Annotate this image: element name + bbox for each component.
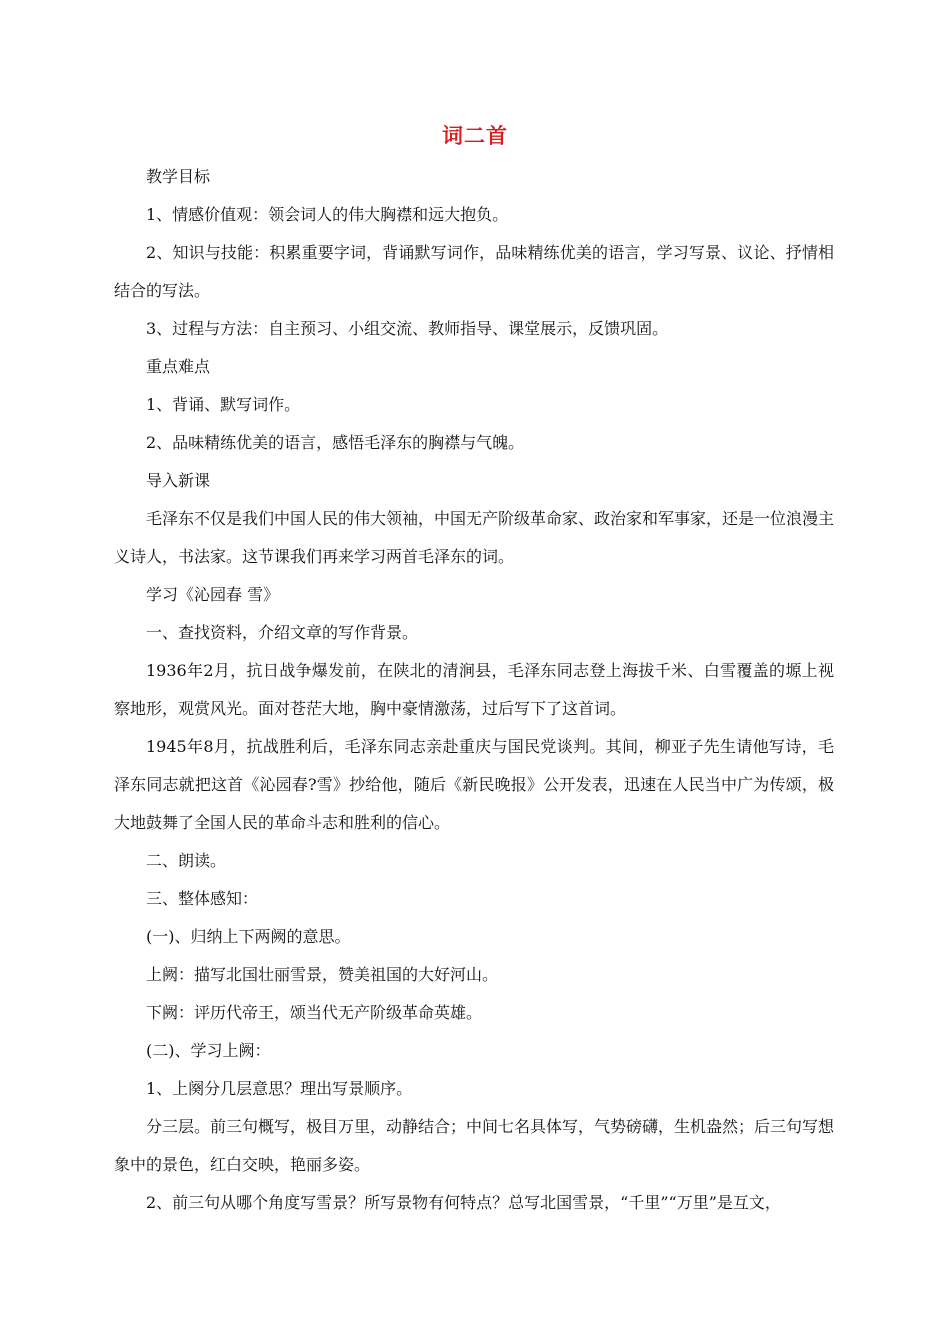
paragraph: 1、上阕分几层意思？理出写景顺序。	[146, 1079, 413, 1098]
section-heading-study: 学习《沁园春 雪》	[146, 585, 280, 604]
paragraph: (一)、归纳上下两阙的意思。	[146, 927, 351, 946]
paragraph: 1945年8月，抗战胜利后，毛泽东同志亲赴重庆与国民党谈判。其间，柳亚子先生请他写诗，毛泽东同志就把这首《沁园春?雪》抄给他，随后《新民晚报》公开发表，迅速在人民当中广为传颂，极大地鼓舞了全国人民的革命斗志和胜利的信心。	[114, 737, 834, 832]
section-heading-objectives: 教学目标	[146, 167, 211, 186]
section-heading-intro: 导入新课	[146, 471, 211, 490]
paragraph: 下阙：评历代帝王，颂当代无产阶级革命英雄。	[146, 1003, 483, 1022]
paragraph: (二)、学习上阙：	[146, 1041, 271, 1060]
paragraph: 上阙：描写北国壮丽雪景，赞美祖国的大好河山。	[146, 965, 499, 984]
paragraph: 2、知识与技能：积累重要字词，背诵默写词作，品味精练优美的语言，学习写景、议论、抒情相结合的写法。	[114, 243, 834, 300]
paragraph: 一、查找资料，介绍文章的写作背景。	[146, 623, 419, 642]
paragraph: 2、前三句从哪个角度写雪景？所写景物有何特点？总写北国雪景，“千里”“万里”是互文，	[146, 1193, 781, 1212]
paragraph: 1、情感价值观：领会词人的伟大胸襟和远大抱负。	[146, 205, 509, 224]
paragraph: 3、过程与方法：自主预习、小组交流、教师指导、课堂展示，反馈巩固。	[146, 319, 669, 338]
paragraph: 1、背诵、默写词作。	[146, 395, 301, 414]
document-body	[114, 158, 834, 1222]
paragraph: 毛泽东不仅是我们中国人民的伟大领袖，中国无产阶级革命家、政治家和军事家，还是一位浪漫主义诗人，书法家。这节课我们再来学习两首毛泽东的词。	[114, 509, 835, 566]
document-title: 词二首	[442, 124, 508, 148]
section-heading-key-points: 重点难点	[146, 357, 211, 376]
paragraph: 分三层。前三句概写，极目万里，动静结合；中间七名具体写，气势磅礴，生机盎然；后三句写想象中的景色，红白交映，艳丽多姿。	[114, 1117, 835, 1174]
paragraph: 1936年2月，抗日战争爆发前，在陕北的清涧县，毛泽东同志登上海拔千米、白雪覆盖的塬上视察地形，观赏风光。面对苍茫大地，胸中豪情激荡，过后写下了这首词。	[114, 661, 834, 718]
paragraph: 二、朗读。	[146, 851, 227, 870]
paragraph: 三、整体感知：	[146, 889, 259, 908]
paragraph: 2、品味精练优美的语言，感悟毛泽东的胸襟与气魄。	[146, 433, 525, 452]
